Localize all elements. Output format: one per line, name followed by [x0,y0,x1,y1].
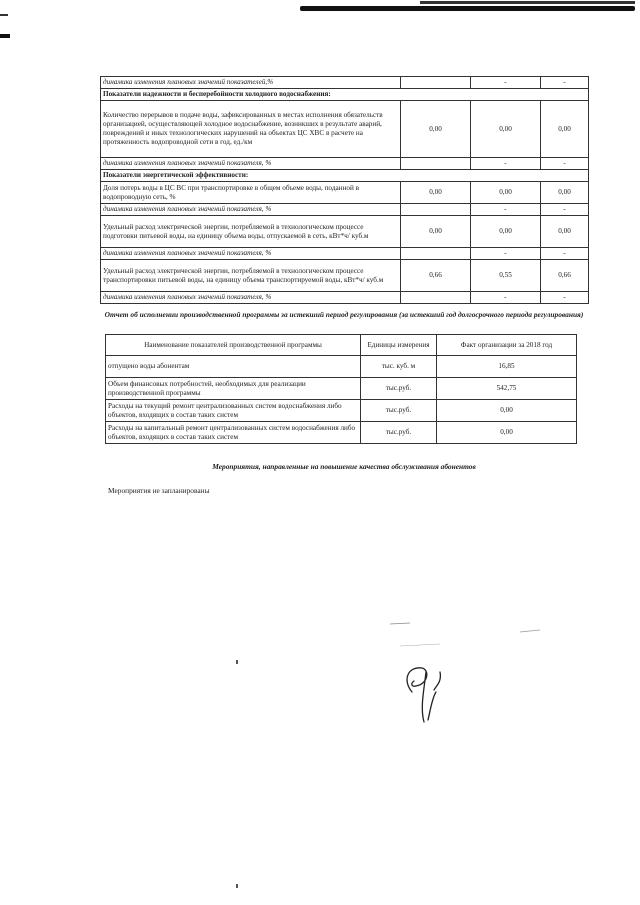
scan-speck [236,660,238,664]
indicator-row [101,260,589,292]
report-row [106,422,577,444]
report-name-cell: Расходы на капитальный ремонт централизованных систем водоснабжения либо объектов, входящих в состав таких систем [106,422,361,444]
dynamics-row [101,158,589,170]
indicator-value: 0,00 [471,101,541,158]
indicator-value [401,204,471,216]
indicator-value: 0,66 [401,260,471,292]
report-fact-cell: 0,00 [437,400,577,422]
header-unit: Единицы измерения [361,335,437,356]
report-fact-cell: 542,75 [437,378,577,400]
report-fact-cell: 0,00 [437,422,577,444]
indicator-label: динамика изменения плановых значений показателя, % [101,158,401,170]
indicator-value: - [471,77,541,89]
indicator-value: - [471,248,541,260]
indicator-label: динамика изменения плановых значений показателя, % [101,292,401,304]
indicator-label: динамика изменения плановых значений показателей,% [101,77,401,89]
report-title: Отчет об исполнении производственной программы за истекший период регулирования (за истекший год долгосрочного периода регулирования) [104,310,584,319]
report-row [106,356,577,378]
indicator-row [101,182,589,204]
header-name: Наименование показателей производственной программы [106,335,361,356]
indicator-value: - [541,204,589,216]
indicator-label: динамика изменения плановых значений показателя, % [101,204,401,216]
scan-margin-mark [0,14,8,16]
indicator-value: 0,00 [541,182,589,204]
section-row [101,89,589,101]
report-name-cell: Объем финансовых потребностей, необходимых для реализации производственной программы [106,378,361,400]
indicator-row [101,101,589,158]
indicator-value: 0,00 [401,101,471,158]
indicator-label: Доля потерь воды в ЦС ВС при транспортировке в общем объеме воды, поданной в водопроводную сеть, % [101,182,401,204]
indicator-value: 0,00 [471,216,541,248]
page-number-handwritten [390,650,470,730]
indicator-value: - [471,292,541,304]
report-unit-cell: тыс.руб. [361,378,437,400]
report-fact-cell: 16,85 [437,356,577,378]
indicator-value: 0,00 [541,216,589,248]
indicator-label: Удельный расход электрической энергии, потребляемой в технологическом процессе подготовки питьевой воды, на единицу объема воды, отпускаемой в сеть, кВт*ч/ куб.м [101,216,401,248]
indicator-value [401,248,471,260]
report-name-cell: Расходы на текущий ремонт централизованных систем водоснабжения либо объектов, входящих в состав таких систем [106,400,361,422]
report-unit-cell: тыс.руб. [361,400,437,422]
indicator-value: - [471,158,541,170]
report-header-row [106,335,577,356]
indicator-value: 0,66 [541,260,589,292]
report-row [106,400,577,422]
indicator-value: - [471,204,541,216]
report-row [106,378,577,400]
scan-edge-artifact [420,1,635,4]
indicator-value: - [541,158,589,170]
indicator-label: Количество перерывов в подаче воды, зафиксированных в местах исполнения обязательств организацией, осуществляющей холодное водоснабжение, возникших в результате аварий, повреждений и иных технологических нарушений на объектах ЦС ХВС в расчете на протяженность водопроводной сети в год, ед./км [101,101,401,158]
indicator-value: - [541,77,589,89]
stamp-traces [380,620,580,650]
scan-edge-artifact [300,6,635,11]
measures-title: Мероприятия, направленные на повышение качества обслуживания абонентов [212,462,476,471]
indicator-value: - [541,248,589,260]
dynamics-row [101,204,589,216]
report-name-cell: отпущено воды абонентам [106,356,361,378]
indicator-value: 0,00 [541,101,589,158]
indicator-value: 0,00 [471,182,541,204]
dynamics-row [101,248,589,260]
dynamics-row [101,292,589,304]
indicator-label: Удельный расход электрической энергии, потребляемой в технологическом процессе транспортировки питьевой воды, на единицу объема транспортируемой воды, кВт*ч/ куб.м [101,260,401,292]
indicator-value: 0,55 [471,260,541,292]
indicator-value: - [541,292,589,304]
section-row [101,170,589,182]
indicator-value: 0,00 [401,216,471,248]
indicator-row [101,216,589,248]
scan-margin-mark [0,34,10,38]
scan-speck [236,884,238,888]
indicator-label: динамика изменения плановых значений показателя, % [101,248,401,260]
header-fact: Факт организации за 2018 год [437,335,577,356]
indicator-value [401,292,471,304]
dynamics-row [101,77,589,89]
report-unit-cell: тыс.руб. [361,422,437,444]
section-title: Показатели надежности и бесперебойности холодного водоснабжения: [101,89,589,101]
indicators-table [100,76,589,304]
measures-text: Мероприятия не запланированы [108,486,210,495]
report-table [105,334,577,444]
indicator-value: 0,00 [401,182,471,204]
indicator-value [401,77,471,89]
report-unit-cell: тыс. куб. м [361,356,437,378]
indicator-value [401,158,471,170]
section-title: Показатели энергетической эффективности: [101,170,589,182]
